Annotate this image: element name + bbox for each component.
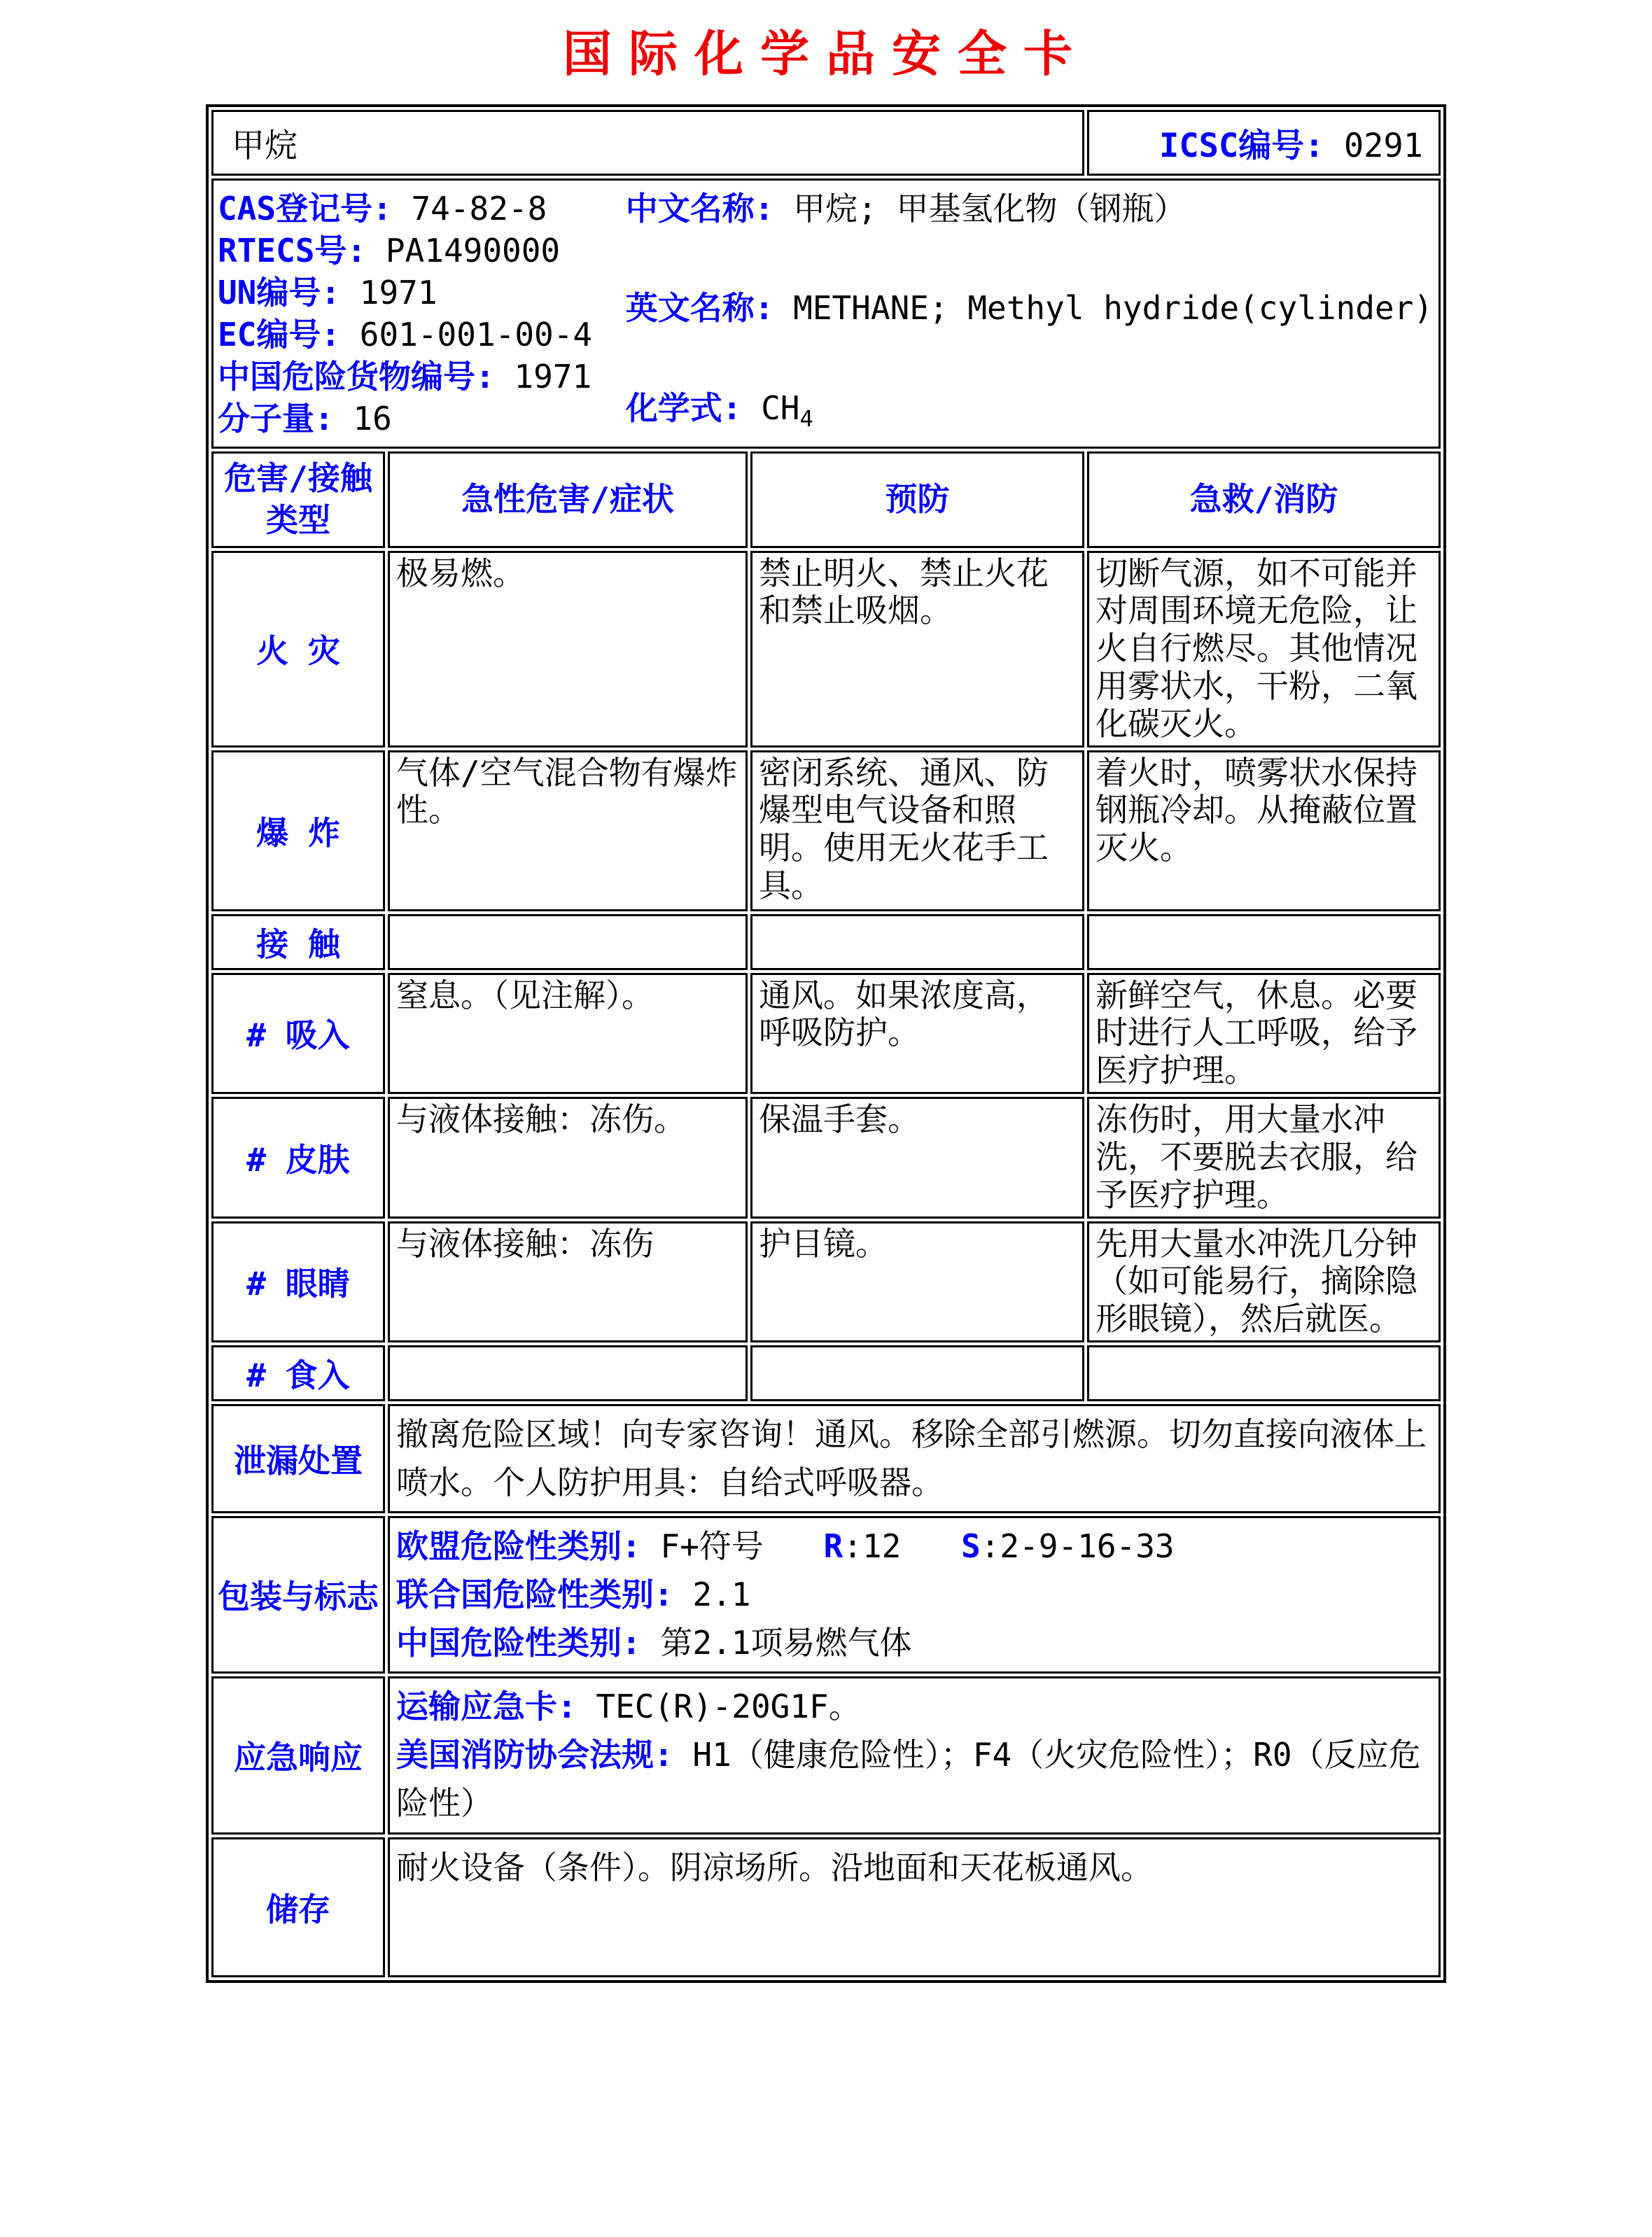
icsc-number-cell: [1087, 110, 1441, 176]
hazard-header-row: [211, 451, 1441, 548]
table-row-inhalation: [211, 973, 1441, 1094]
chemical-formula-label: 化学式:: [625, 388, 742, 427]
row-label-explosion: 爆 炸: [211, 750, 385, 911]
transport-card-label: 运输应急卡:: [396, 1687, 577, 1725]
english-name-line: [626, 287, 1433, 329]
transport-card-value: TEC(R)-20G1F。: [596, 1687, 861, 1725]
rtecs-number-label: RTECS号:: [217, 232, 367, 269]
cn-classification-line: [396, 1619, 1432, 1667]
table-row-exposure: [211, 914, 1441, 970]
explosion-prevention: 密闭系统、通风、防爆型电气设备和照明。使用无火花手工具。: [750, 750, 1084, 911]
nfpa-value: H1（健康危险性）；F4（火灾危险性）；R0（反应危险性）: [396, 1735, 1421, 1822]
inhalation-symptoms: 窒息。（见注解）。: [388, 973, 748, 1094]
header-firstaid-firefighting: 急救/消防: [1087, 451, 1441, 548]
cas-number-value: 74-82-8: [411, 190, 547, 227]
formula-subscript: 4: [799, 405, 813, 432]
fire-symptoms: 极易燃。: [388, 551, 748, 748]
rtecs-number-value: PA1490000: [385, 232, 561, 269]
page-title: 国际化学品安全卡: [563, 24, 1089, 83]
substance-name: 甲烷: [211, 110, 1084, 176]
eyes-prevention: 护目镜。: [750, 1221, 1084, 1342]
english-name-value: METHANE; Methyl hydride(cylinder): [793, 289, 1434, 327]
cas-number-label: CAS登记号:: [217, 190, 392, 227]
fire-prevention: 禁止明火、禁止火花和禁止吸烟。: [750, 551, 1084, 748]
eu-classification-value: F+符号: [660, 1527, 764, 1565]
s-phrase-label: S: [960, 1527, 981, 1565]
table-row-packaging: [211, 1516, 1441, 1674]
chinese-name-value: 甲烷; 甲基氢化物（钢瓶）: [793, 190, 1186, 227]
cn-classification-value: 第2.1项易燃气体: [660, 1623, 912, 1662]
header-prevention: 预防: [750, 451, 1084, 548]
row-label-exposure: 接 触: [211, 914, 385, 970]
identification-row: [211, 178, 1441, 449]
inhalation-prevention: 通风。如果浓度高，呼吸防护。: [750, 973, 1084, 1094]
explosion-firstaid: 着火时，喷雾状水保持钢瓶冷却。从掩蔽位置灭火。: [1087, 750, 1441, 911]
chemical-formula-value: $CH_4$: [761, 388, 813, 432]
chemical-formula-line: [626, 387, 1433, 440]
english-name-label: 英文名称:: [625, 289, 774, 327]
row-label-spillage: 泄漏处置: [211, 1404, 385, 1513]
un-classification-value: 2.1: [692, 1575, 751, 1613]
ec-number-label: EC编号:: [217, 316, 341, 353]
table-row-spillage: [211, 1404, 1441, 1513]
inhalation-firstaid: 新鲜空气，休息。必要时进行人工呼吸，给予医疗护理。: [1087, 973, 1441, 1094]
ec-number-line: [218, 314, 626, 356]
row-label-skin: # 皮肤: [211, 1097, 385, 1218]
r-phrase-label: R: [823, 1527, 844, 1565]
row-label-eyes: # 眼睛: [211, 1221, 385, 1342]
name-list: [626, 188, 1433, 440]
nfpa-line: [396, 1731, 1432, 1828]
rtecs-number-line: [218, 230, 626, 272]
identifier-list: [218, 188, 626, 440]
exposure-prevention: [750, 914, 1084, 970]
row-label-storage: 储存: [211, 1837, 385, 1977]
row-label-inhalation: # 吸入: [211, 973, 385, 1094]
exposure-firstaid: [1087, 914, 1441, 970]
row-label-emergency: 应急响应: [211, 1676, 385, 1835]
table-row-ingestion: [211, 1345, 1441, 1401]
s-phrase-value: :2-9-16-33: [980, 1527, 1175, 1565]
skin-firstaid: 冻伤时，用大量水冲洗，不要脱去衣服，给予医疗护理。: [1087, 1097, 1441, 1218]
un-classification-label: 联合国危险性类别:: [396, 1575, 673, 1613]
row-label-packaging: 包装与标志: [211, 1516, 385, 1674]
storage-text: 耐火设备（条件）。阴凉场所。沿地面和天花板通风。: [388, 1837, 1441, 1977]
transport-card-line: [396, 1683, 1432, 1731]
header-acute-hazards: 急性危害/症状: [388, 451, 748, 548]
chinese-name-line: [626, 188, 1433, 230]
cas-number-line: [218, 188, 626, 230]
table-row-explosion: [211, 750, 1441, 911]
icsc-card-table: [206, 104, 1446, 1983]
molecular-weight-label: 分子量:: [217, 400, 334, 437]
eyes-firstaid: 先用大量水冲洗几分钟（如可能易行，摘除隐形眼镜），然后就医。: [1087, 1221, 1441, 1342]
eu-classification-line: [396, 1522, 1432, 1571]
skin-symptoms: 与液体接触：冻伤。: [388, 1097, 748, 1218]
table-row-emergency: [211, 1676, 1441, 1835]
china-dg-number-value: 1971: [514, 358, 592, 395]
icsc-number-value: 0291: [1343, 126, 1424, 165]
explosion-symptoms: 气体/空气混合物有爆炸性。: [388, 750, 748, 911]
table-row-eyes: [211, 1221, 1441, 1342]
un-number-label: UN编号:: [217, 274, 341, 311]
identification-cell: [211, 178, 1441, 449]
molecular-weight-line: [218, 398, 626, 440]
row-label-ingestion: # 食入: [211, 1345, 385, 1401]
ingestion-symptoms: [388, 1345, 748, 1401]
china-dg-number-line: [218, 356, 626, 398]
packaging-text: [388, 1516, 1441, 1674]
cn-classification-label: 中国危险性类别:: [396, 1623, 641, 1662]
un-number-value: 1971: [359, 274, 438, 311]
eu-classification-label: 欧盟危险性类别:: [396, 1527, 641, 1565]
table-row-storage: [211, 1837, 1441, 1977]
un-number-line: [218, 272, 626, 314]
ec-number-value: 601-001-00-4: [359, 316, 593, 353]
ingestion-prevention: [750, 1345, 1084, 1401]
substance-row: [211, 110, 1441, 176]
skin-prevention: 保温手套。: [750, 1097, 1084, 1218]
chinese-name-label: 中文名称:: [625, 190, 774, 227]
table-row-fire: [211, 551, 1441, 748]
table-row-skin: [211, 1097, 1441, 1218]
spillage-text: 撤离危险区域！向专家咨询！通风。移除全部引燃源。切勿直接向液体上喷水。个人防护用具：自给式呼吸器。: [388, 1404, 1441, 1513]
emergency-text: [388, 1676, 1441, 1835]
icsc-number-label: ICSC编号:: [1159, 126, 1324, 165]
eyes-symptoms: 与液体接触：冻伤: [388, 1221, 748, 1342]
exposure-symptoms: [388, 914, 748, 970]
molecular-weight-value: 16: [353, 400, 392, 437]
china-dg-number-label: 中国危险货物编号:: [217, 358, 495, 395]
un-classification-line: [396, 1571, 1432, 1619]
fire-firstaid: 切断气源，如不可能并对周围环境无危险，让火自行燃尽。其他情况用雾状水，干粉，二氧化碳灭火。: [1087, 551, 1441, 748]
header-hazard-type: 危害/接触 类型: [211, 451, 385, 548]
ingestion-firstaid: [1087, 1345, 1441, 1401]
r-phrase-value: :12: [843, 1527, 902, 1565]
row-label-fire: 火 灾: [211, 551, 385, 748]
nfpa-label: 美国消防协会法规:: [396, 1735, 673, 1774]
